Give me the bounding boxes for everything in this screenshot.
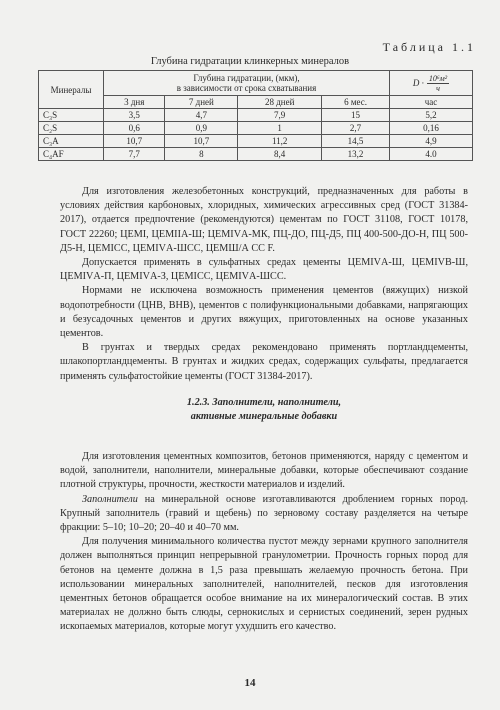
paragraph-rest: на минеральной основе изготавливаются дроблением горных пород. Крупный заполнитель (гравий и щебень) по зерновому составу разделяется на четыре фракции: 5–10; 10–20; 20–40 и 40–70 мм.	[60, 493, 468, 534]
term-aggregates: Заполнители	[82, 493, 138, 505]
hydration-table	[38, 70, 473, 161]
table-title: Глубина гидратации клинкерных минералов	[150, 56, 350, 67]
paragraph: Для изготовления цементных композитов, бетонов применяются, наряду с цементом и водой, заполнители, наполнители, минеральные добавки, которые обеспечивают создание плотной структуры, прочности, жесткости материалов и изделий.	[60, 451, 468, 491]
table-row	[39, 109, 473, 122]
table-cell: 7,9	[238, 109, 322, 122]
table-period-row	[39, 96, 473, 109]
d-symbol: D ·	[412, 78, 424, 88]
header-depth-line1: Глубина гидратации, (мкм),	[193, 73, 300, 83]
table-cell: 7,7	[104, 148, 165, 161]
table-header-row	[39, 71, 473, 96]
table-row	[39, 135, 473, 148]
table-cell: 4,7	[165, 109, 238, 122]
mineral-name: C₄AF	[39, 148, 104, 161]
period-cell: 7 дней	[165, 96, 238, 109]
paragraph: Допускается применять в сульфатных средах цементы ЦЕМІVА-Ш, ЦЕМІVВ-Ш, ЦЕМІVА-П, ЦЕМІVА-З, ЦЕМІСС, ЦЕМІVА-ШСС.	[60, 257, 468, 283]
period-cell: 6 мес.	[322, 96, 390, 109]
table-cell: 0,6	[104, 122, 165, 135]
table-cell: 15	[322, 109, 390, 122]
table-cell: 4.0	[390, 148, 473, 161]
d-numerator: 10⁶м²	[428, 73, 448, 83]
paragraph: Для изготовления железобетонных конструкций, предназначенных для работы в условиях действия карбоновых, хлоридных, химических агрессивных сред (ГОСТ 31384-2017), отдается предпочтение (рекомендуются) цементам по ГОСТ 31108, ГОСТ 10178, ГОСТ 22260; ЦЕМІ, ЦЕМІІА-Ш; ЦЕМІVА-МК, ПЦ-ДО, ПЦ-Д5, ПЦ 400-500-ДО-Н, ПЦ 500-Д5-Н, ЦЕМІСС, ЦЕМІVА-ШСС, ЦЕМШ/А СС F.	[60, 186, 468, 254]
d-denominator: ч	[436, 83, 440, 93]
table-cell: 3,5	[104, 109, 165, 122]
table-cell: 11,2	[238, 135, 322, 148]
d-formula	[413, 74, 449, 93]
table-label: Таблица 1.1	[382, 40, 476, 54]
table-cell: 10,7	[165, 135, 238, 148]
text-block-aggregates	[60, 450, 468, 635]
d-fraction	[427, 74, 449, 93]
section-heading-line2: активные минеральные добавки	[190, 411, 338, 423]
header-depth	[104, 71, 390, 96]
page-number: 14	[244, 677, 256, 689]
header-depth-line2: в зависимости от срока схватывания	[176, 83, 317, 93]
table-cell: 8,4	[238, 148, 322, 161]
period-cell: 28 дней	[238, 96, 322, 109]
period-cell: 3 дня	[104, 96, 165, 109]
table-cell: 4,9	[390, 135, 473, 148]
header-minerals: Минералы	[39, 71, 104, 109]
table-cell: 8	[165, 148, 238, 161]
table-cell: 0,16	[390, 122, 473, 135]
paragraph: Для получения минимального количества пустот между зернами крупного заполнителя должен выполняться принцип непрерывной гранулометрии. Прочность горных пород для бетонов на цементе должна в 1,5 раза превышать желаемую прочность бетона. При использовании минеральных заполнителей, наполнителей, песков для изготовления цементных бетонов обращается особое внимание на их минералогический состав. В этих материалах не должно быть слюды, сернокислых и сернистых соединений, зерен рудных ископаемых материалов, которые могут ухудшить его качество.	[60, 536, 468, 633]
mineral-name: C₂S	[39, 122, 104, 135]
section-heading-line1: 1.2.3. Заполнители, наполнители,	[186, 397, 342, 408]
table-row	[39, 148, 473, 161]
table-cell: 14,5	[322, 135, 390, 148]
paragraph: В грунтах и твердых средах рекомендовано применять портландцементы, шлакопортландцементы. В грунтах и жидких средах, содержащих сульфаты, предлагается применять сульфатостойкие цементы (ГОСТ 31384-2017).	[60, 342, 468, 382]
table-cell: 1	[238, 122, 322, 135]
header-d-coefficient	[390, 71, 473, 96]
table-cell: 2,7	[322, 122, 390, 135]
table-cell: 10,7	[104, 135, 165, 148]
table-cell: 0,9	[165, 122, 238, 135]
section-heading-block	[60, 396, 468, 424]
table-cell: 5,2	[390, 109, 473, 122]
mineral-name: C₃S	[39, 109, 104, 122]
section-heading	[60, 396, 468, 424]
paragraph	[60, 493, 468, 536]
table-cell: 13,2	[322, 148, 390, 161]
text-block-cements	[60, 185, 468, 384]
mineral-name: C₃A	[39, 135, 104, 148]
period-cell: час	[390, 96, 473, 109]
paragraph: Нормами не исключена возможность применения цементов (вяжущих) низкой водопотребности (ЦНВ, ВНВ), цементов с полифункциональными добавками, напрягающих и безусадочных цементов и других вяжущих, приготовленных на основе указанных цементов.	[60, 285, 468, 340]
table-row	[39, 122, 473, 135]
